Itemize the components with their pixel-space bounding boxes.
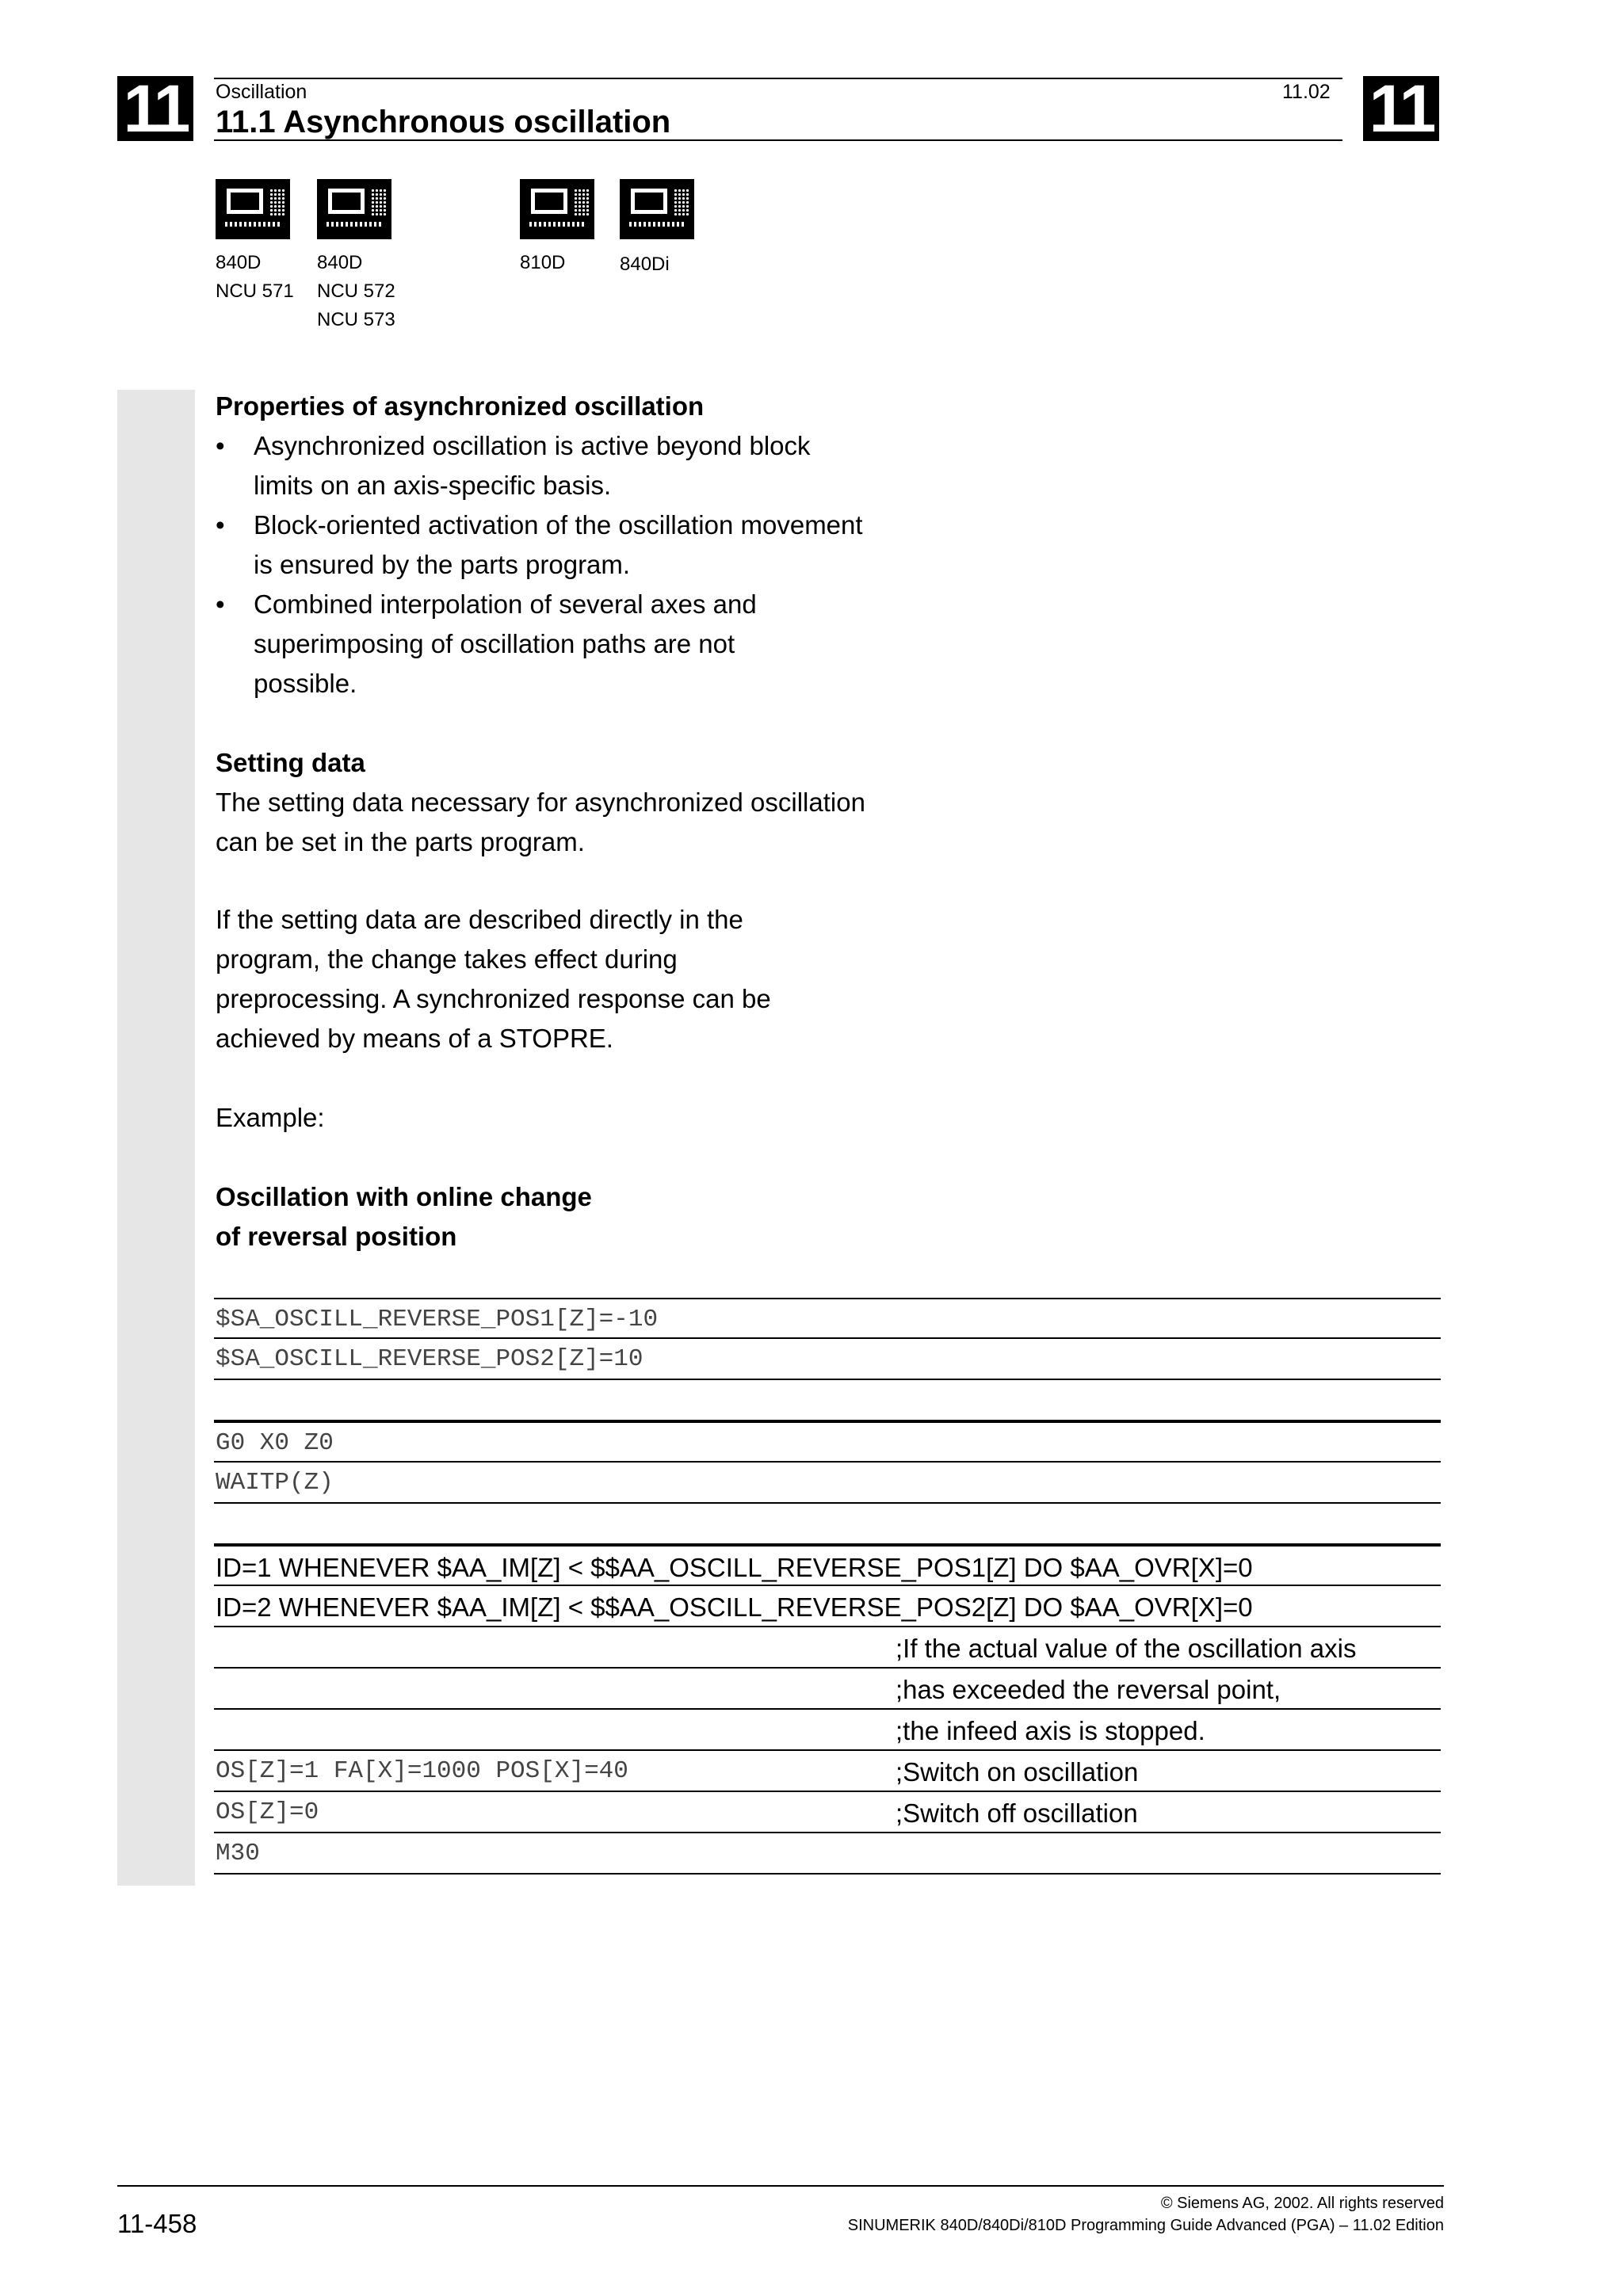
code-block-3	[214, 1545, 1441, 1875]
setting-text-2: If the setting data are described directly in the program, the change takes effect during preprocessing. A synchronized response can be achieved by means of a STOPRE.	[216, 905, 771, 1053]
table-row	[214, 1421, 1441, 1463]
header-bottom-rule	[214, 139, 1342, 141]
control-panel-icon	[620, 179, 694, 239]
example-heading-line-2: of reversal position	[216, 1222, 457, 1251]
code-cell: OS[Z]=1 FA[X]=1000 POS[X]=40	[216, 1757, 628, 1785]
setting-heading: Setting data	[216, 748, 365, 777]
bullet-icon: •	[216, 510, 225, 540]
control-840d-ncu571	[216, 179, 294, 306]
example-heading-line-1: Oscillation with online change	[216, 1182, 592, 1211]
control-label-line: 840D	[216, 252, 262, 273]
footer-rule	[117, 2185, 1444, 2187]
example-heading	[216, 1177, 929, 1257]
properties-heading: Properties of asynchronized oscillation	[216, 391, 705, 421]
setting-text: The setting data necessary for asynchronized oscillation can be set in the parts program.	[216, 788, 865, 856]
control-label-line: NCU 573	[317, 309, 395, 330]
code-block-2	[214, 1421, 1441, 1545]
table-row	[214, 1545, 1441, 1586]
footer-copyright: © Siemens AG, 2002. All rights reserved	[1160, 2195, 1444, 2212]
list-item	[216, 585, 808, 704]
comment-cell: ;If the actual value of the oscillation axis	[896, 1634, 1357, 1663]
code-cell: $SA_OSCILL_REVERSE_POS2[Z]=10	[216, 1345, 643, 1373]
setting-data-note	[216, 900, 834, 1058]
code-block-1	[214, 1298, 1441, 1421]
footer-document-title: SINUMERIK 840D/840Di/810D Programming Guide Advanced (PGA) – 11.02 Edition	[847, 2217, 1444, 2234]
list-item	[216, 426, 873, 505]
control-panel-icon	[520, 179, 594, 239]
table-row	[214, 1380, 1441, 1421]
list-item-text: Combined interpolation of several axes and superimposing of oscillation paths are not possible.	[254, 589, 757, 698]
control-810d	[520, 179, 594, 277]
code-cell: WAITP(Z)	[216, 1469, 334, 1497]
table-row	[214, 1710, 1441, 1751]
chapter-name: Oscillation	[216, 81, 307, 103]
comment-cell: ;Switch off oscillation	[896, 1798, 1138, 1828]
page-number: 11-458	[117, 2209, 197, 2238]
table-row	[214, 1586, 1441, 1627]
table-row	[214, 1339, 1441, 1380]
section-title: 11.1 Asynchronous oscillation	[216, 105, 671, 139]
list-item	[216, 505, 873, 585]
example-label: Example:	[216, 1103, 325, 1132]
properties-section	[216, 387, 929, 704]
table-row	[214, 1463, 1441, 1504]
header-date: 11.02	[1282, 81, 1331, 103]
control-840di	[620, 179, 694, 279]
control-panel-icon	[216, 179, 290, 239]
comment-cell: ;has exceeded the reversal point,	[896, 1675, 1281, 1704]
code-cell: $SA_OSCILL_REVERSE_POS1[Z]=-10	[216, 1306, 659, 1333]
code-cell: OS[Z]=0	[216, 1798, 319, 1826]
control-label	[520, 249, 594, 277]
table-row	[214, 1298, 1441, 1339]
code-cell: ID=2 WHENEVER $AA_IM[Z] < $$AA_OSCILL_REVERSE_POS2[Z] DO $AA_OVR[X]=0	[216, 1592, 1253, 1622]
control-840d-ncu572-573	[317, 179, 395, 334]
code-cell: M30	[216, 1840, 260, 1867]
table-row	[214, 1504, 1441, 1545]
list-item-text: Block-oriented activation of the oscillation movement is ensured by the parts program.	[254, 510, 863, 579]
table-row	[214, 1751, 1441, 1792]
table-row	[214, 1627, 1441, 1669]
list-item-text: Asynchronized oscillation is active beyond block limits on an axis-specific basis.	[254, 431, 811, 500]
chapter-number-badge-left: 11	[117, 76, 193, 141]
setting-data-section	[216, 743, 913, 862]
control-label	[317, 249, 395, 334]
control-label-line: 840Di	[620, 254, 670, 275]
bullet-icon: •	[216, 589, 225, 619]
table-row	[214, 1792, 1441, 1833]
code-cell: G0 X0 Z0	[216, 1429, 334, 1457]
table-row	[214, 1833, 1441, 1875]
header-top-rule	[214, 78, 1342, 79]
control-panel-icon	[317, 179, 391, 239]
properties-list	[216, 426, 873, 704]
code-cell: ID=1 WHENEVER $AA_IM[Z] < $$AA_OSCILL_REVERSE_POS1[Z] DO $AA_OVR[X]=0	[216, 1553, 1253, 1582]
control-label	[620, 250, 694, 279]
chapter-number-badge-right: 11	[1363, 76, 1439, 141]
control-label	[216, 249, 294, 306]
comment-cell: ;the infeed axis is stopped.	[896, 1716, 1205, 1745]
change-marker-bar	[117, 390, 195, 1886]
control-label-line: 810D	[520, 252, 566, 273]
comment-cell: ;Switch on oscillation	[896, 1757, 1139, 1787]
control-label-line: NCU 571	[216, 280, 294, 302]
control-label-line: NCU 572	[317, 280, 395, 302]
bullet-icon: •	[216, 431, 225, 460]
control-label-line: 840D	[317, 252, 363, 273]
table-row	[214, 1669, 1441, 1710]
